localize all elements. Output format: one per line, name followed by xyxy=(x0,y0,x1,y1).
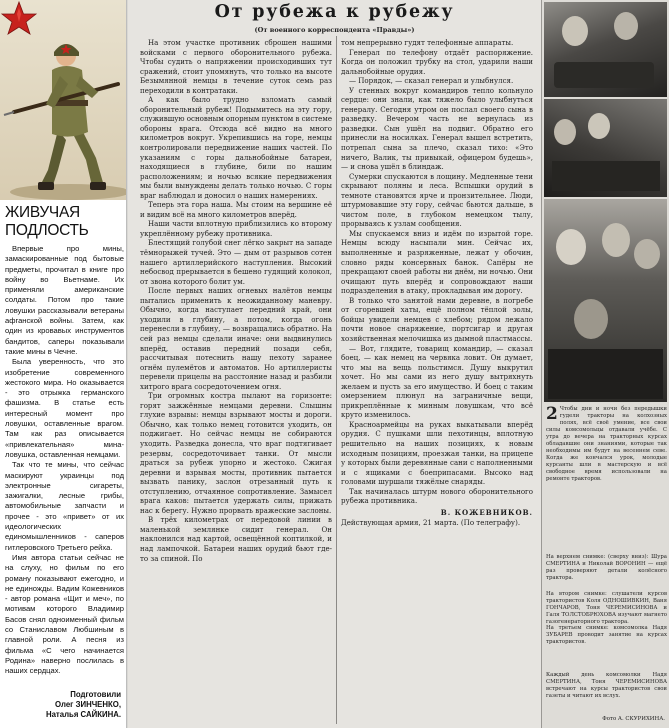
photo-caption-4: На третьем снимке: комсомолка Надя ЗУБАРЕВ проводит занятие на курсах трактористов. xyxy=(546,625,667,645)
face-shape xyxy=(626,121,648,147)
photo-caption-5: Каждый день комсомолки Надя СМЕРТИНА, Тоня ЧЕРЕМИСИНОВА встречают на курсы трактористов свои газеты и читают их вслух. xyxy=(546,672,667,699)
photo-students-magneto xyxy=(544,99,667,197)
authors-line1: Подготовили xyxy=(70,690,121,699)
face-shape xyxy=(554,119,576,145)
article-column-2 xyxy=(341,38,533,728)
sidebar-authors xyxy=(1,690,121,720)
article-paragraph: Мы спускаемся вниз и идём по изрытой горе. Немцы всюду насыпали мин. Сейчас их, выполненные и разряженные, лежат у обочин, словно ряды консервных банок. Сапёры не прекращают своей работы ни днём, ни ночью. Они очищают путь вперёд и сопровождают наши подразделения в атаку, прокладывая им дорогу. xyxy=(341,228,533,296)
photo-tractor-parts xyxy=(544,2,667,97)
sidebar-paragraph: Впервые про мины, замаскированные под бытовые предметы, прочитал в книге про войну во Вьетнаме. Их применяли американские солдаты. Потом про такие ловушки рассказывали ветераны афганской войны. Затем, как один из кровавых инструментов бандитов, саперы показывали такие мины в Чечне. xyxy=(5,244,124,356)
face-shape xyxy=(556,229,586,265)
photo-caption-3: На втором снимке: слушатели курсов трактористов Коля ОДНОШИВКИН, Ваня ГОНЧАРОВ, Тоня ЧЕРЕМИСИНОВА и Галя ТОЛСТОБРЮХОВА изучают магнето газогенераторного трактора. xyxy=(546,591,667,625)
desk-shape xyxy=(548,349,663,399)
article-column-1 xyxy=(140,38,332,726)
sidebar-title-line1: ЖИВУЧАЯ xyxy=(5,204,80,221)
article-paragraph: Блестящий голубой снег лёгко закрыт на западе тёмнорыжей тучей. Это — дым от разрывов сотен нашего артиллерийского наступления. Высокий небосвод прерывается в бешено гудящий колокол, от звона которого болит ум. xyxy=(140,238,332,286)
sidebar-title xyxy=(5,204,125,240)
newspaper-page xyxy=(128,0,541,728)
sidebar-title-line2: ПОДЛОСТЬ xyxy=(5,222,89,239)
sidebar-paragraph: Имя автора статьи сейчас не на слуху, но фильм по его роману показывают ежегодно, и не единожды. Вадим Кожевников - автор романа «Щит и меч», по мотивам которого Владимир Басов снял одноименный фильм со Станиславом Любшиным в главной роли. А песня из фильма «С чего начинается Родина» наверно послилась в наших сердцах. xyxy=(5,552,124,676)
article-paragraph: Теперь эта гора наша. Мы стоим на вершине её и видим всё на много километров вперёд. xyxy=(140,200,332,219)
article-paragraph: — Порядок, — сказал генерал и улыбнулся. xyxy=(349,76,514,86)
face-shape xyxy=(588,113,610,139)
article-paragraph: Генерал по телефону отдаёт распоряжение. Когда он положил трубку на стол, ударили наши дальнобойные орудия. xyxy=(341,47,533,76)
article-byline: В. КОЖЕВНИКОВ. xyxy=(440,507,533,517)
face-shape xyxy=(614,12,638,40)
article-subtitle: (От военного корреспондента «Правды») xyxy=(254,26,415,34)
article-paragraph: Сумерки спускаются в лощину. Медленные тени скрывают поляны и леса. Вспышки орудий в темноте становятся ярче и пронзительнее. Люди, штурмовавшие эту гору, сейчас бьются дальше, в чистом поле, в глубоком немецком тылу, прорываясь к узлам сообщения. xyxy=(341,171,533,229)
article-paragraph: В только что занятой нами деревне, в погребе от сгоревшей хаты, ещё полном тёплой золы, бойцы увидели немцев с хлебом; рядом лежало почти новое снаряжение, портсигар и другая хозяйственная мелочишка из дымной пластмассы. xyxy=(341,295,533,343)
article-paragraph: На этом участке противник сброшен нашими войсками с первого оборонительного рубежа. Чтобы судить о напряжении происходивших тут сражений, стоит упомянуть, что только на высоте Безымянной немцы в течение суток семь раз переходили в контратаки. xyxy=(140,38,332,95)
figure-shape xyxy=(574,299,608,339)
photo-class-lesson xyxy=(544,199,667,402)
article-paragraph: том непрерывно гудят телефонные аппараты. xyxy=(341,38,514,47)
sidebar-paragraph: Так что те мины, что сейчас маскируют украинцы под электронные сигареты, зажигалки, лесные грибы, автомобильные запчасти и прочее - это «привет» от их идеологических единомышленников - саперов гитлеровского Третьего рейха. xyxy=(5,460,124,552)
article-paragraph: Три огромных костра пылают на горизонте: горят зажжённые немцами деревни. Слышны глухие взрывы: немцы взрывают мосты и дороги. Обычно, как только немец готовится уходить, он поджигает. Но сейчас немцы не собираются уходить. Разведка донесла, что враг подтягивает резервы, сосредоточивает танки. От мысли драться за рубеж упорно и жестоко. Сжигая деревни и взрывая мосты, противник пытается вызвать панику, заслон отрезанный путь к отступлению, отчаянное сопротивление. Замысел врага каков: пытается удержать силы, прижать нас к берегу. Нужно прорвать вражеские заслоны. xyxy=(140,391,332,515)
photo-column xyxy=(541,0,669,728)
machine-shape xyxy=(554,62,654,88)
article-paragraph: После первых наших огневых налётов немцы пытались применить к неожиданному маневру. Обычно, когда наступает передний край, они уходили в глубину, а потом, когда огонь перенесли в глубину, — возвращались обратно. На сей раз немцы сделали иначе: они выдвинулись вперёд, оставив передний позади себя, рассчитывая потеснить нашу пехоту заранее огнём пулемётов и автоматов. Но артиллеристы перевели прицелы на расстояние назад и разбили хитрого врага сосредоточением огня. xyxy=(140,286,332,391)
article-title: От рубежа к рубежу xyxy=(214,2,455,22)
face-shape xyxy=(602,223,630,257)
article-paragraph: Красноармейцы на руках выкатывали вперёд орудия. С пушками шли пехотинцы, вплотную решительно на наших позициях, к новым исходным позициям, проезжая танки, на прицепе у которых были деревянные сани с наполненными и с ящиками с боеприпасами. Высоко над головами шуршали тяжёлые снаряды. xyxy=(341,419,533,487)
column-divider xyxy=(336,36,337,724)
authors-line3: Наталья САЙКИНА. xyxy=(45,710,121,719)
article-paragraph: Так начиналась штурм нового оборонительного рубежа противника. xyxy=(341,486,533,506)
sidebar-paragraph: Была уверенность, что это изобретение современного жестокого мира. Но оказывается - это отрыжка германского фашизма. В статье есть интересный момент про ловушки, оставленные врагом. Там как раз описывается «привлекательная» мина-ловушка, оставленная немцами. xyxy=(5,357,124,459)
article-dateline: Действующая армия, 21 марта. (По телеграфу). xyxy=(341,518,521,528)
soldier-illustration xyxy=(0,0,127,200)
photo-caption-main xyxy=(546,406,667,483)
article-paragraph: Наши части вплотную приблизились ко второму укреплённому рубежу противника. xyxy=(140,219,332,238)
article-paragraph: В трёх километрах от передовой линии в маленькой землянке сидит генерал. Он наклонился над картой, освещённой коптилкой, и над лампочкой. Батареи наших орудий бьют где-то за спиной. По xyxy=(140,515,332,563)
photo-credit: Фото А. СКУРИХИНА. xyxy=(602,716,665,722)
soldier-with-rifle-icon xyxy=(0,0,127,200)
authors-line2: Олег ЗИНЧЕНКО, xyxy=(55,700,121,709)
caption-text: Чтобы дни и ночи без передышки гудели тракторы на колхозных полях, всё своё умение, все свои силы комсомольцы отдавали учёбе. С утра до вечера на тракторных курсах обладавшие они знаниями, которые так необходимы им будут на весеннем севе. Когда же кончался урок, молодые курсанты шли в мастерскую и всё свободное время использовали на ремонте тракторов. xyxy=(546,406,667,482)
table-shape xyxy=(552,161,660,191)
face-shape xyxy=(562,16,588,46)
article-paragraph: — Вот, глядите, товарищ командир, — сказал боец, — как немец на червяка ловит. Он думает, что мы на вещь польстимся. Душу выкрутил хочет. Но мы сами из него душу вытряхнуть желаем и пусть за его имущество. И боец с таким омерзением плюнул на заграничные вещи, прикреплённые к минным ловушкам, что всё круто изменилось. xyxy=(341,343,533,420)
article-paragraph: У стенных вокруг командиров тепло кольнуло сердце: они знали, как тяжело было улыбнуться генералу. Сегодня утром он послал своего сына в разведку. Вечером часть не вернулась из разведки. Сын ушёл на подвиг. Обратно его принесли на носилках. Генерал вышел встретить, потрепал сына за плечо, сказал тихо: «Это ничего, Валик, ты привыкай, офицером будешь», — и снова ушёл в блиндаж. xyxy=(341,85,533,172)
article-paragraph: А как было трудно взломать самый оборонительный рубеж! Подымитесь на эту гору, служившую основным опорным пунктом в системе обороны врага. Отсюда всё видно на много километров вокруг. Укрепившись на горе, немцы контролировали передвижение наших частей. По указаниям с горы дальнобойные батареи, находящиеся в глубине, били по нашим расположениям; и ночью всякие передвижения мы были вынуждены делать только ночью. С горы враг наблюдал и доносил о наших намерениях. xyxy=(140,95,332,200)
sidebar xyxy=(0,0,127,728)
caption-number: 2 xyxy=(546,404,558,424)
photo-caption-2: На верхнем снимке: (сверху вниз): Шура СМЕРТИНА и Николай ВОРОНИН — ещё раз проверяют детали колёсного трактора. xyxy=(546,554,667,581)
face-shape xyxy=(634,239,660,269)
sidebar-body xyxy=(5,244,124,676)
